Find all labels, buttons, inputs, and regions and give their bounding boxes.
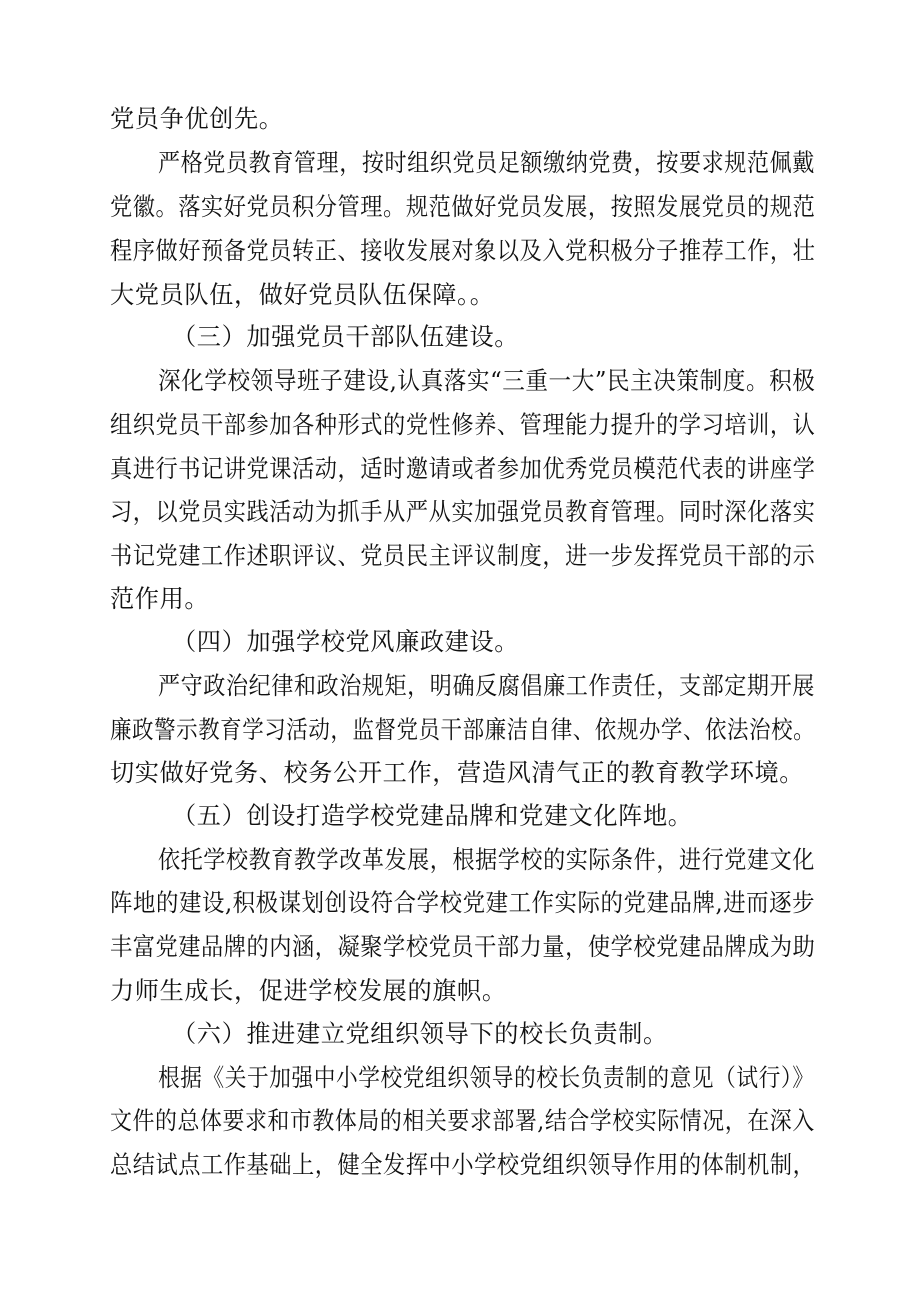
text-line: 总结试点工作基础上，健全发挥中小学校党组织领导作用的体制机制， xyxy=(110,1151,816,1179)
text-line: 阵地的建设,积极谋划创设符合学校党建工作实际的党建品牌,进而逐步 xyxy=(110,889,816,917)
text-line: 组织党员干部参加各种形式的党性修养、管理能力提升的学习培训，认 xyxy=(110,411,816,439)
text-line: 党徽。落实好党员积分管理。规范做好党员发展，按照发展党员的规范 xyxy=(110,193,816,221)
text-line: 大党员队伍，做好党员队伍保障。。 xyxy=(110,281,495,309)
text-line: 范作用。 xyxy=(110,585,210,613)
paragraph-first-line: 深化学校领导班子建设,认真落实“三重一大”民主决策制度。积极 xyxy=(158,367,816,395)
text-line: 真进行书记讲党课活动，适时邀请或者参加优秀党员模范代表的讲座学 xyxy=(110,455,816,483)
paragraph-first-line: 严格党员教育管理，按时组织党员足额缴纳党费，按要求规范佩戴 xyxy=(158,149,815,177)
text-line: 党员争优创先。 xyxy=(110,105,284,133)
section-heading: （三）加强党员干部队伍建设。 xyxy=(172,323,520,351)
section-heading: （四）加强学校党风廉政建设。 xyxy=(172,628,520,656)
paragraph-first-line: 根据《关于加强中小学校党组织领导的校长负责制的意见（试行）》 xyxy=(158,1064,815,1092)
text-line: 习，以党员实践活动为抓手从严从实加强党员教育管理。同时深化落实 xyxy=(110,498,816,526)
text-line: 程序做好预备党员转正、接收发展对象以及入党积极分子推荐工作，壮 xyxy=(110,237,816,265)
paragraph-first-line: 依托学校教育教学改革发展，根据学校的实际条件，进行党建文化 xyxy=(158,846,815,874)
text-line: 切实做好党务、校务公开工作，营造风清气正的教育教学环境。 xyxy=(110,759,805,787)
text-line: 丰富党建品牌的内涵，凝聚学校党员干部力量，使学校党建品牌成为助 xyxy=(110,933,816,961)
paragraph-first-line: 严守政治纪律和政治规矩，明确反腐倡廉工作责任，支部定期开展 xyxy=(158,672,815,700)
text-line: 书记党建工作述职评议、党员民主评议制度，进一步发挥党员干部的示 xyxy=(110,542,816,570)
text-line: 文件的总体要求和市教体局的相关要求部署,结合学校实际情况，在深入 xyxy=(110,1107,815,1135)
section-heading: （五）创设打造学校党建品牌和党建文化阵地。 xyxy=(172,802,693,830)
text-line: 力师生成长，促进学校发展的旗帜。 xyxy=(110,977,507,1005)
section-heading: （六）推进建立党组织领导下的校长负责制。 xyxy=(172,1020,668,1048)
text-line: 廉政警示教育学习活动，监督党员干部廉洁自律、依规办学、依法治校。 xyxy=(110,716,816,744)
